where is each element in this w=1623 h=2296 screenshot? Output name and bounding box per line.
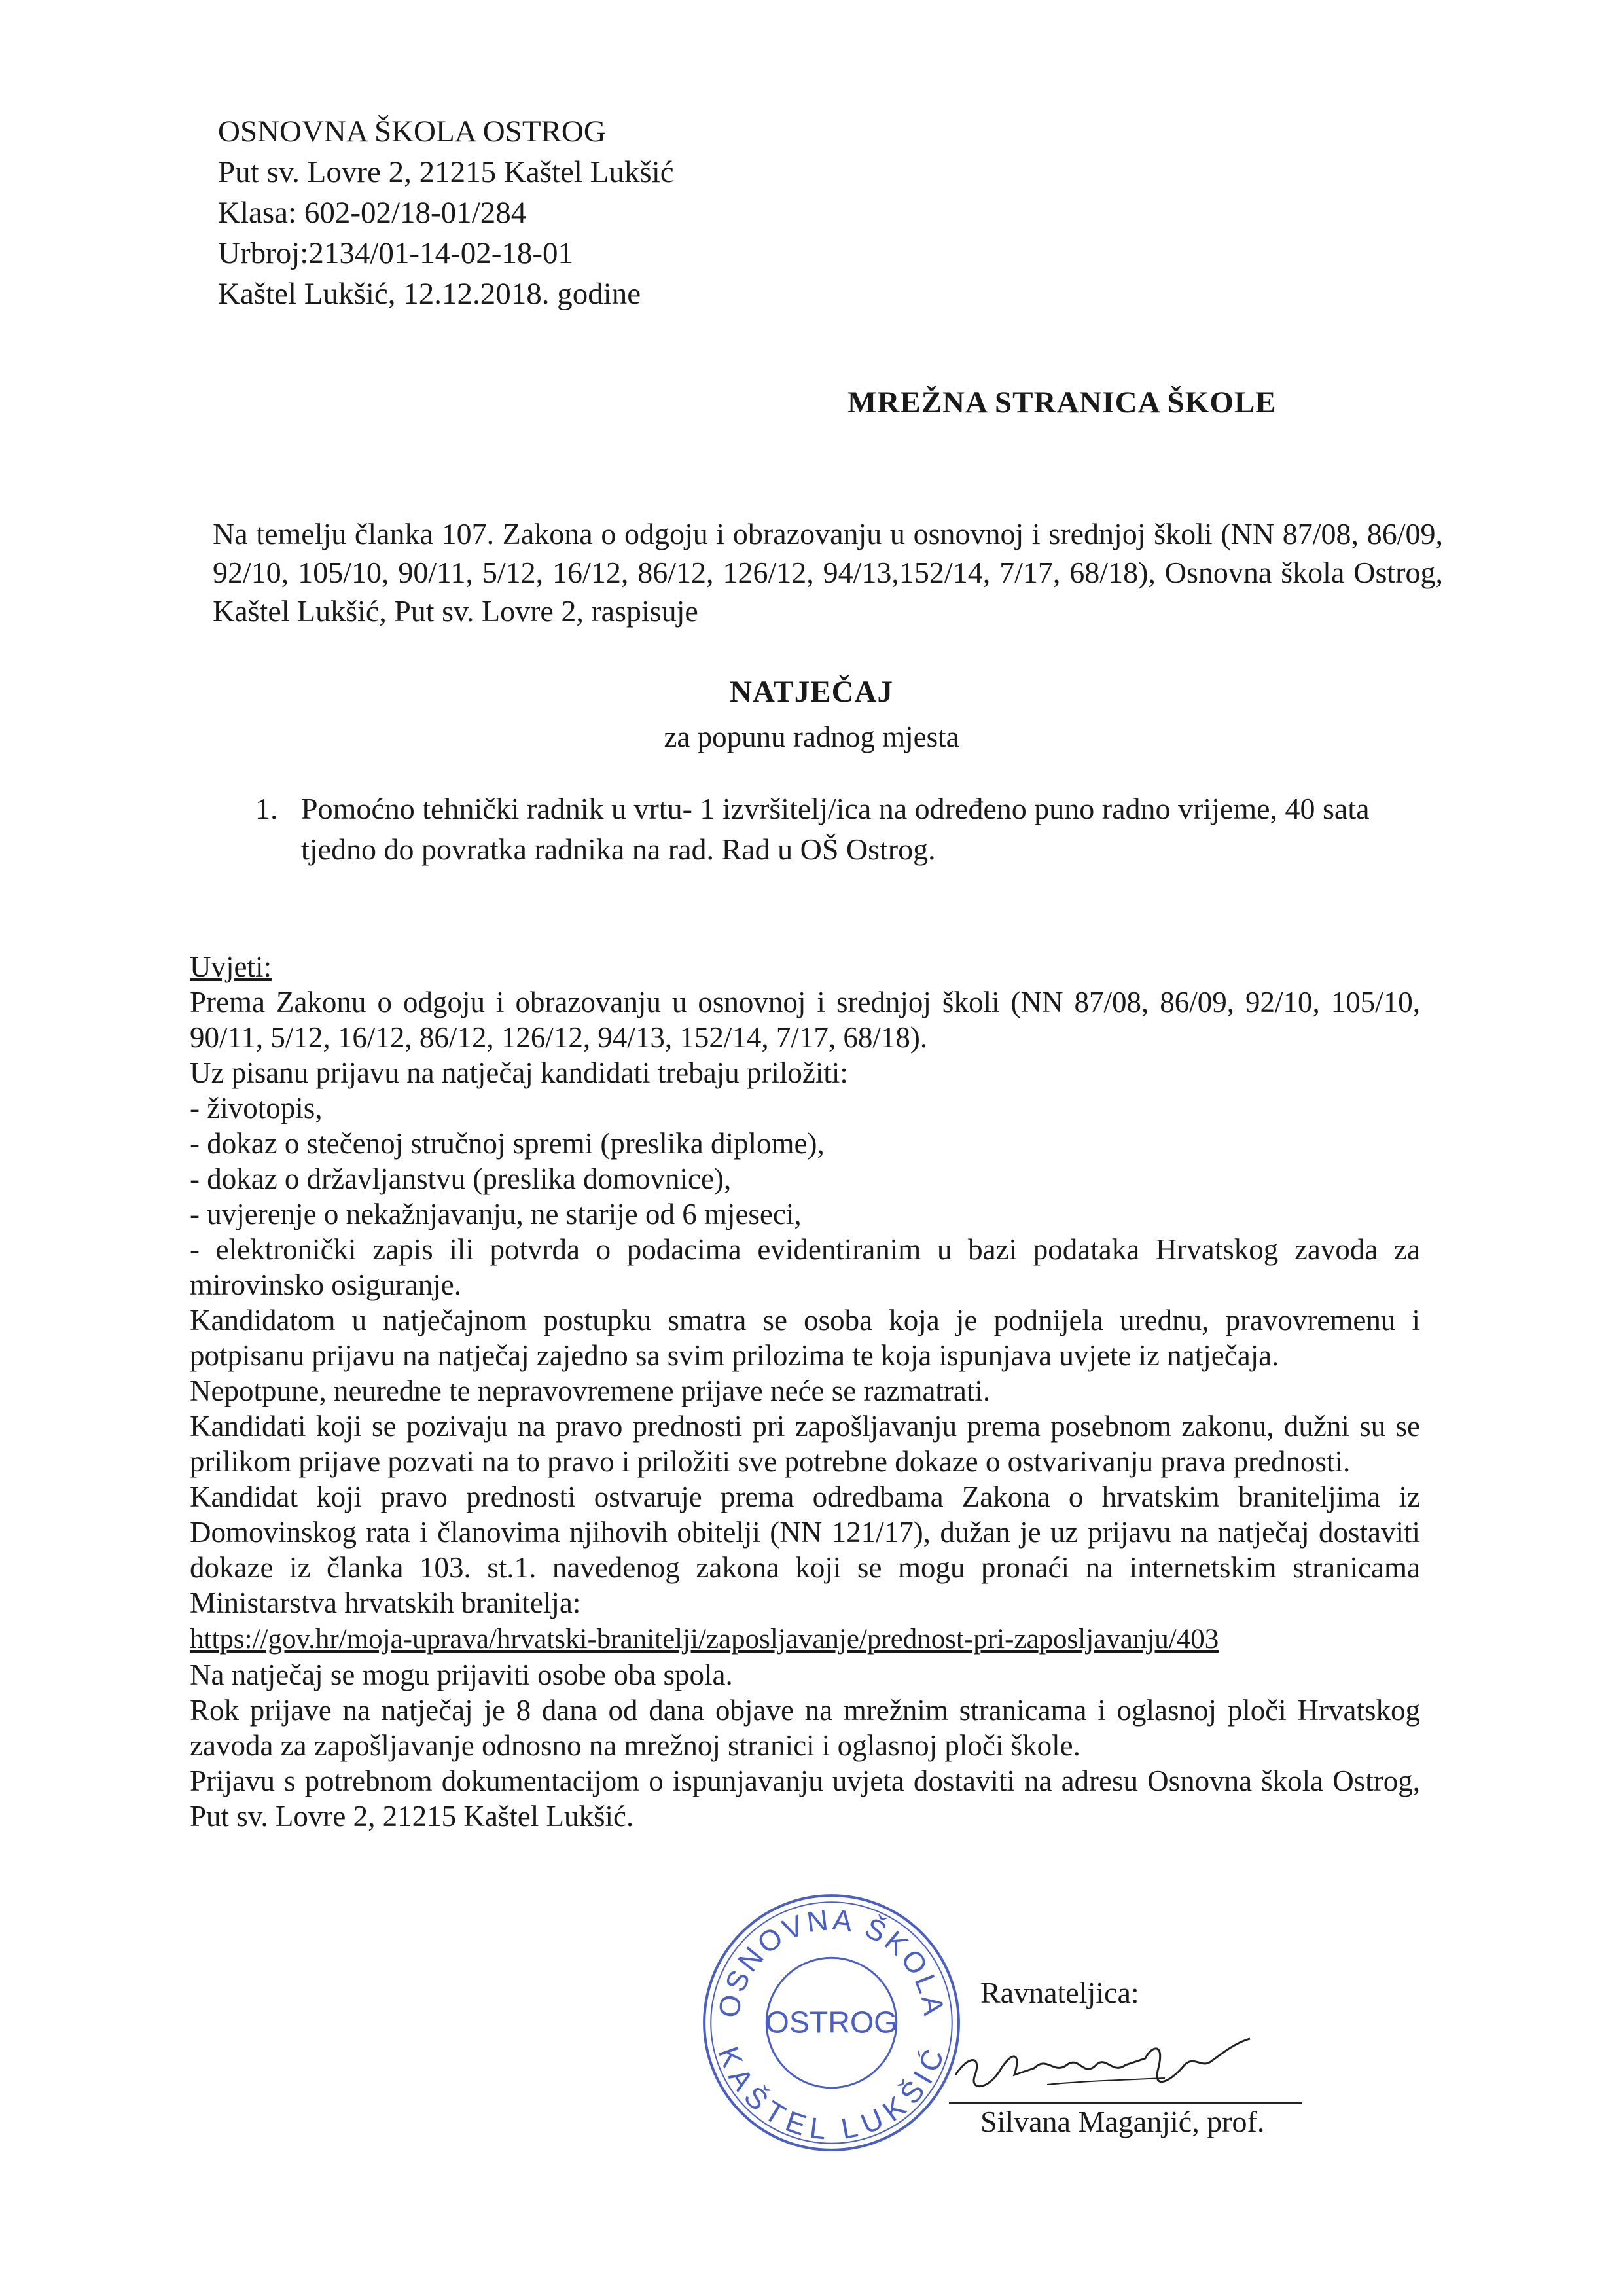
law-reference: Prema Zakonu o odgoju i obrazovanju u osnovnoj i srednjoj školi (NN 87/08, 86/09, 92/10, 105/10, 90/11, 5/12, 16/12, 86/12, 126/12, 94/13, 152/14, 7/17, 68/18). xyxy=(190,986,1420,1054)
document-item: - elektronički zapis ili potvrda o podacima evidentiranim u bazi podataka Hrvatskog zavoda za mirovinsko osiguranje. xyxy=(190,1233,1420,1301)
stamp-bottom-text: KAŠTEL LUKŠIĆ xyxy=(711,2042,952,2146)
signatory-name: Silvana Maganjić, prof. xyxy=(980,2105,1265,2138)
school-address: Put sv. Lovre 2, 21215 Kaštel Lukšić xyxy=(218,155,674,189)
natjecaj-subtitle: za popunu radnog mjesta xyxy=(664,721,959,753)
deadline-paragraph: Rok prijave na natječaj je 8 dana od dana objave na mrežnim stranicama i oglasnoj ploči Hrvatskog zavoda za zapošljavanje odnosno na mrežnoj stranici i oglasnoj ploči škole. xyxy=(190,1694,1420,1762)
handwritten-signature xyxy=(949,2029,1263,2101)
school-name: OSNOVNA ŠKOLA OSTROG xyxy=(218,115,606,149)
veterans-link[interactable]: https://gov.hr/moja-uprava/hrvatski-branitelji/zaposljavanje/prednost-pri-zaposljavanju/403 xyxy=(190,1624,1219,1655)
svg-text:KAŠTEL LUKŠIĆ xyxy=(712,2043,952,2146)
documents-intro: Uz pisanu prijavu na natječaj kandidati trebaju priložiti: xyxy=(190,1056,848,1089)
document-item: - uvjerenje o nekažnjavanju, ne starije od 6 mjeseci, xyxy=(190,1198,802,1230)
stamp-center-text: OSTROG xyxy=(765,2005,898,2039)
school-stamp xyxy=(699,1890,964,2155)
job-position-item xyxy=(255,789,1446,870)
svg-text:OSNOVNA ŠKOLA xyxy=(713,1904,950,2020)
priority-paragraph: Kandidati koji se pozivaju na pravo prednosti pri zapošljavanju prema posebnom zakonu, dužni su se prilikom prijave pozvati na to pravo i priložiti sve potrebne dokaze o ostvarivanju prava prednosti. xyxy=(190,1410,1420,1478)
stamp-top-text: OSNOVNA ŠKOLA xyxy=(713,1903,950,2020)
conditions-section xyxy=(190,949,1420,1834)
natjecaj-heading: NATJEČAJ xyxy=(730,675,893,709)
letterhead xyxy=(218,111,674,314)
genders-paragraph: Na natječaj se mogu prijaviti osobe oba spola. xyxy=(190,1659,733,1691)
document-item: - dokaz o stečenoj stručnoj spremi (preslika diplome), xyxy=(190,1127,825,1160)
signature-line xyxy=(949,2102,1302,2104)
date-line: Kaštel Lukšić, 12.12.2018. godine xyxy=(218,277,641,311)
submission-paragraph: Prijavu s potrebnom dokumentacijom o ispunjavanju uvjeta dostaviti na adresu Osnovna škola Ostrog, Put sv. Lovre 2, 21215 Kaštel Lukšić. xyxy=(190,1765,1420,1833)
job-position-number: 1. xyxy=(255,792,278,825)
veterans-paragraph: Kandidat koji pravo prednosti ostvaruje prema odredbama Zakona o hrvatskim braniteljima iz Domovinskog rata i članovima njihovih obitelji (NN 121/17), dužan je uz prijavu na natječaj dostaviti dokaze iz članka 103. st.1. navedenog zakona koji se mogu pronaći na internetskim stranicama Ministarstva hrvatskih branitelja: xyxy=(190,1480,1420,1619)
document-item: - dokaz o državljanstvu (preslika domovnice), xyxy=(190,1162,732,1195)
document-item: - životopis, xyxy=(190,1092,323,1124)
intro-paragraph: Na temelju članka 107. Zakona o odgoju i obrazovanju u osnovnoj i srednjoj školi (NN 87/08, 86/09, 92/10, 105/10, 90/11, 5/12, 16/12, 86/12, 126/12, 94/13,152/14, 7/17, 68/18), Osnovna škola Ostrog, Kaštel Lukšić, Put sv. Lovre 2, raspisuje xyxy=(213,517,1443,628)
page-title: MREŽNA STRANICA ŠKOLE xyxy=(847,386,1277,420)
conditions-label: Uvjeti: xyxy=(190,950,272,983)
urbroj-number: Urbroj:2134/01-14-02-18-01 xyxy=(218,236,574,270)
candidate-paragraph: Kandidatom u natječajnom postupku smatra se osoba koja je podnijela urednu, pravovremenu i potpisanu prijavu na natječaj zajedno sa svim prilozima te koja ispunjava uvjete iz natječaja. xyxy=(190,1304,1420,1372)
incomplete-paragraph: Nepotpune, neuredne te nepravovremene prijave neće se razmatrati. xyxy=(190,1374,991,1407)
signatory-title: Ravnateljica: xyxy=(980,1976,1139,2009)
job-position-text: Pomoćno tehnički radnik u vrtu- 1 izvršitelj/ica na određeno puno radno vrijeme, 40 sata tjedno do povratka radnika na rad. Rad u OŠ Ostrog. xyxy=(301,792,1370,866)
klasa-number: Klasa: 602-02/18-01/284 xyxy=(218,196,527,230)
